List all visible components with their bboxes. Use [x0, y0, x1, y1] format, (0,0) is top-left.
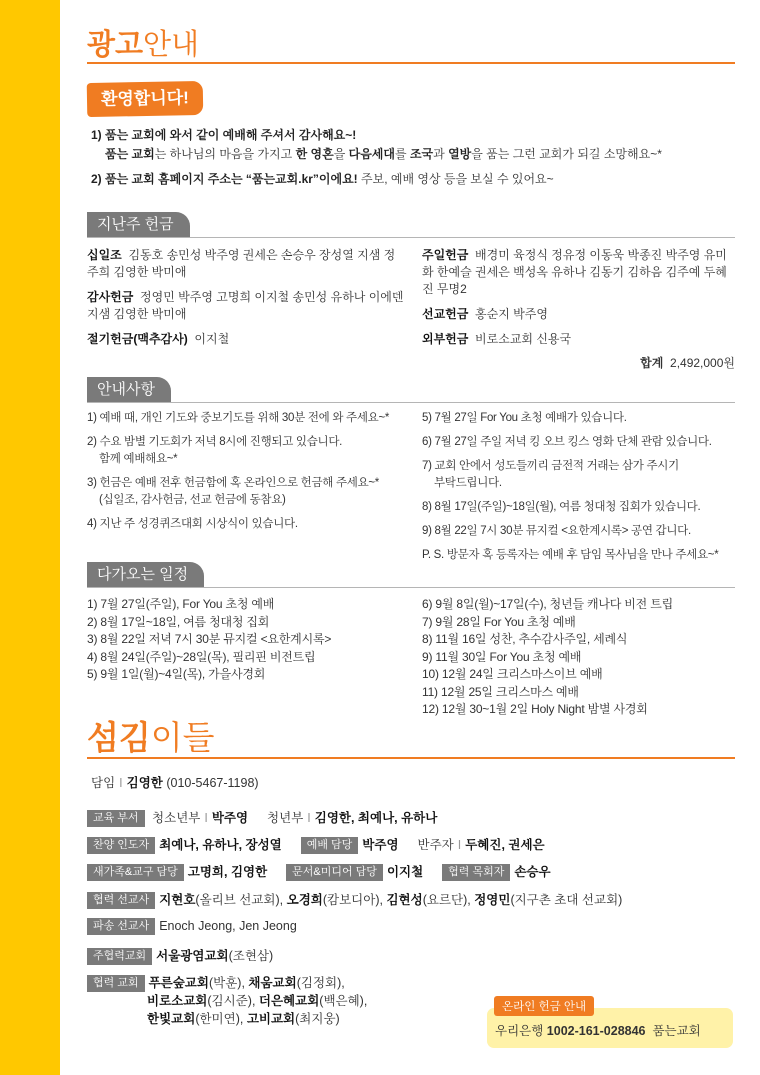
notice-line: 3) 헌금은 예배 전후 헌금함에 혹 온라인으로 헌금해 주세요~* — [87, 477, 379, 489]
church-pastor: (한미연) — [195, 1012, 240, 1026]
text: 을 품는 그런 교회가 되길 소망해요~* — [471, 147, 662, 161]
bank-info — [495, 1021, 701, 1039]
title-rest: 안내 — [143, 29, 200, 61]
staff-names: 이지철 — [386, 865, 424, 879]
pastor-name: 김영한 — [126, 776, 163, 790]
total-label: 합계 — [640, 356, 664, 370]
notice-line: 8) 8월 17일(주일)~18일(월), 여름 청대청 집회가 있습니다. — [422, 501, 701, 513]
section-tab: 안내사항 — [87, 377, 171, 403]
item-number: 1) — [91, 128, 102, 142]
church-name: 서울광염교회 — [156, 949, 229, 963]
notice-item — [422, 523, 737, 540]
offering-names: 정영민 박주영 고명희 이지철 송민성 유하나 이에덴 지샘 김영한 박미애 — [87, 290, 404, 321]
staff-names: Enoch Jeong, Jen Jeong — [159, 919, 297, 933]
pastor-phone: (010-5467-1198) — [166, 776, 259, 790]
church-name: 더은혜교회 — [258, 994, 320, 1008]
main-church-row — [87, 946, 273, 965]
offering-entry — [87, 289, 405, 323]
item-text: 품는 교회에 와서 같이 예배해 주셔서 감사해요~! — [105, 128, 357, 142]
notice-item — [87, 475, 417, 509]
schedule-item: 8) 11월 16일 성찬, 추수감사주일, 세례식 — [422, 632, 628, 646]
notice-line: P. S. 방문자 혹 등록자는 예배 후 담임 목사님을 만나 주세요~* — [422, 549, 719, 561]
text-bold: 한 영혼 — [295, 147, 334, 161]
welcome-item-2 — [91, 170, 731, 189]
offering-label: 외부헌금 — [422, 332, 469, 346]
section-rule — [87, 237, 735, 238]
title-rule — [87, 757, 735, 759]
offering-label: 절기헌금(맥추감사) — [87, 332, 188, 346]
schedule-item: 9) 11월 30일 For You 초청 예배 — [422, 649, 582, 664]
offering-names: 배경미 육정식 정유정 이동욱 박종진 박주영 유미화 한예슬 권세은 백성옥 유하나 김동기 김하음 김주예 두혜진 무명2 — [422, 248, 727, 296]
schedule-item: 2) 8월 17일~18일, 여름 청대청 집회 — [87, 614, 270, 629]
praise-row — [87, 835, 545, 854]
text: 과 — [433, 147, 449, 161]
notices-right — [422, 410, 737, 571]
church-pastor: (김시준) — [207, 994, 252, 1008]
left-accent-bar — [0, 0, 60, 1075]
schedule-item: 10) 12월 24일 크리스마스이브 예배 — [422, 667, 603, 681]
church-pastor: (김정회) — [296, 976, 342, 990]
staff-names: 김영한, 최예나, 유하나 — [314, 811, 438, 825]
church-name: 비로소교회 — [147, 994, 208, 1008]
notice-line: 7) 교회 안에서 성도들끼리 금전적 거래는 삼가 주시기 — [422, 460, 679, 472]
schedule-item: 1) 7월 27일(주일), For You 초청 예배 — [87, 597, 275, 611]
dept-label: 청년부 — [267, 811, 304, 825]
staff-names: 두혜진, 권세은 — [465, 838, 545, 852]
missionary-name: 오경희 — [286, 893, 323, 907]
pastor-label: 담임 — [91, 776, 116, 790]
staff-names: 최예나, 유하나, 장성열 — [159, 838, 282, 852]
schedule-header — [87, 562, 204, 588]
title-highlight: 광고 — [87, 29, 144, 61]
missionary-row: 협력 선교사 지현호(올리브 선교회), 오경희(캄보디아), 김현성(요르단), 정영민(지구촌 초대 선교회) — [87, 890, 622, 909]
family-row — [87, 862, 551, 881]
notice-line: 5) 7월 27일 For You 초청 예배가 있습니다. — [422, 412, 627, 424]
account-holder: 품는교회 — [652, 1024, 701, 1038]
offering-header — [87, 212, 190, 238]
offering-entry — [422, 247, 734, 298]
pastor-row — [91, 773, 259, 791]
online-offering-box — [487, 1001, 733, 1048]
missionary-place: (지구촌 초대 선교회) — [510, 893, 623, 907]
item-text: 품는 교회 홈페이지 주소는 “품는교회.kr”이에요! — [105, 172, 358, 186]
notice-line: 9) 8월 22일 7시 30분 뮤지컬 <요한계시록> 공연 갑니다. — [422, 525, 691, 537]
text-bold: 다음세대 — [348, 147, 395, 161]
separator: I — [204, 811, 208, 825]
offering-entry — [87, 331, 405, 348]
staff-tag: 주협력교회 — [87, 948, 152, 965]
title-rest: 이들 — [150, 719, 215, 756]
section-rule — [87, 402, 735, 403]
notice-item — [87, 516, 417, 533]
welcome-item-1 — [91, 126, 731, 164]
offering-total — [640, 354, 735, 371]
schedule-item: 5) 9월 1일(월)~4일(목), 가을사경회 — [87, 667, 266, 681]
staff-names: 고명희, 김영한 — [187, 865, 268, 879]
text-bold: 열방 — [448, 147, 472, 161]
schedule-item: 6) 9월 8일(월)~17일(수), 청년들 캐나다 비전 트립 — [422, 597, 673, 611]
missionary-name: 지현호 — [159, 893, 196, 907]
offering-label: 선교헌금 — [422, 307, 469, 321]
section-rule — [87, 587, 735, 588]
notice-item — [422, 458, 737, 492]
missionary-name: 김현성 — [386, 893, 423, 907]
notice-line: 2) 수요 밤별 기도회가 저녁 8시에 진행되고 있습니다. — [87, 436, 343, 448]
bank-name: 우리은행 — [495, 1024, 544, 1038]
welcome-list — [91, 126, 731, 195]
text-bold: 조국 — [409, 147, 434, 161]
staff-tag: 협력 목회자 — [442, 864, 510, 881]
staff-tag: 교육 부서 — [87, 810, 145, 827]
title-rule — [87, 62, 735, 64]
church-pastor: (백은혜) — [319, 994, 364, 1008]
partner-row-2: 비로소교회(김시준), 더은혜교회(백은혜), — [147, 994, 368, 1008]
staff-names: 박주영 — [211, 811, 249, 825]
schedule-item: 4) 8월 24일(주일)~28일(목), 필리핀 비전트립 — [87, 649, 316, 664]
notice-item — [422, 434, 737, 451]
notice-line: 1) 예배 때, 개인 기도와 중보기도를 위해 30분 전에 와 주세요~* — [87, 412, 390, 424]
sent-missionary-row — [87, 918, 297, 935]
schedule-item: 12) 12월 30~1월 2일 Holy Night 밤별 사경회 — [422, 702, 648, 716]
text-bold: 품는 교회 — [105, 147, 155, 161]
staff-tag: 파송 선교사 — [87, 918, 155, 935]
notice-item — [422, 547, 737, 564]
offering-names: 홍순지 박주영 — [475, 307, 548, 321]
schedule-item: 3) 8월 22일 저녁 7시 30분 뮤지컬 <요한계시록> — [87, 632, 332, 646]
notice-item — [87, 434, 417, 468]
notice-line: 6) 7월 27일 주일 저녁 킹 오브 킹스 영화 단체 관람 있습니다. — [422, 436, 712, 448]
dept-label: 청소년부 — [152, 811, 201, 825]
staff-section-title — [87, 712, 215, 759]
section-tab: 다가오는 일정 — [87, 562, 204, 588]
schedule-left — [87, 596, 417, 684]
church-name: 푸른숲교회 — [148, 976, 209, 990]
education-row — [87, 808, 437, 827]
staff-names: 박주영 — [362, 838, 399, 852]
welcome-badge: 환영합니다! — [87, 81, 203, 117]
missionary-place: (캄보디아) — [322, 893, 380, 907]
offering-right — [422, 247, 734, 356]
staff-names: 손승우 — [514, 865, 551, 879]
staff-tag: 예배 담당 — [301, 837, 359, 854]
notice-item — [87, 410, 417, 427]
section-tab: 지난주 헌금 — [87, 212, 190, 238]
total-value: 2,492,000원 — [670, 356, 735, 370]
separator: I — [119, 776, 123, 790]
title-highlight: 섬김 — [87, 719, 151, 756]
offering-entry — [87, 247, 405, 281]
offering-names: 비로소교회 신용국 — [475, 332, 572, 346]
schedule-right — [422, 596, 737, 719]
notice-line: (십일조, 감사헌금, 선교 헌금에 동참요) — [99, 494, 286, 506]
schedule-item: 7) 9월 28일 For You 초청 예배 — [422, 614, 576, 629]
church-pastor: (박훈) — [208, 976, 242, 990]
offering-entry — [422, 331, 734, 348]
notice-item — [422, 499, 737, 516]
staff-tag: 문서&미디어 담당 — [286, 864, 383, 881]
missionary-place: (올리브 선교회) — [195, 893, 280, 907]
notice-line: 부탁드립니다. — [434, 477, 502, 489]
church-pastor: (최지웅) — [295, 1012, 340, 1026]
text: 을 — [333, 147, 349, 161]
church-pastor: (조현삼) — [228, 949, 274, 963]
text: 를 — [395, 147, 410, 161]
bank-label: 온라인 헌금 안내 — [494, 996, 594, 1016]
ad-section-title — [87, 22, 199, 63]
offering-names: 이지철 — [194, 332, 230, 346]
offering-label: 십일조 — [87, 248, 122, 262]
staff-tag: 협력 선교사 — [87, 892, 155, 909]
notice-line: 4) 지난 주 성경퀴즈대회 시상식이 있습니다. — [87, 518, 298, 530]
missionary-name: 정영민 — [474, 893, 511, 907]
staff-tag: 찬양 인도자 — [87, 837, 155, 854]
offering-names: 김동호 송민성 박주영 권세은 손승우 장성열 지샘 정주희 김영한 박미애 — [87, 248, 396, 279]
missionary-place: (요르단) — [422, 893, 468, 907]
offering-label: 주일헌금 — [422, 248, 469, 262]
notice-item — [422, 410, 737, 427]
staff-tag: 새가족&교구 담당 — [87, 864, 184, 881]
separator: I — [457, 838, 462, 852]
partner-row-3: 한빛교회(한미연), 고비교회(최지웅) — [147, 1012, 340, 1026]
bank-account: 1002-161-028846 — [546, 1024, 646, 1038]
schedule-item: 11) 12월 25일 크리스마스 예배 — [422, 684, 579, 699]
notice-line: 함께 예배해요~* — [99, 453, 178, 465]
church-name: 채움교회 — [248, 976, 297, 990]
offering-entry — [422, 306, 734, 323]
church-name: 고비교회 — [246, 1012, 296, 1026]
partner-row-1: 협력 교회 푸른숲교회(박훈), 채움교회(김정회), — [87, 973, 345, 992]
church-name: 한빛교회 — [147, 1012, 196, 1026]
staff-tag: 협력 교회 — [87, 975, 145, 992]
item-text-rest: 주보, 예배 영상 등을 보실 수 있어요~ — [357, 172, 554, 186]
notices-header — [87, 377, 171, 403]
offering-left — [87, 247, 405, 356]
dept-label: 반주자 — [417, 838, 454, 852]
separator: I — [307, 811, 311, 825]
text: 는 하나님의 마음을 가지고 — [154, 147, 296, 161]
item-number: 2) — [91, 172, 102, 186]
notices-left — [87, 410, 417, 540]
offering-label: 감사헌금 — [87, 290, 134, 304]
